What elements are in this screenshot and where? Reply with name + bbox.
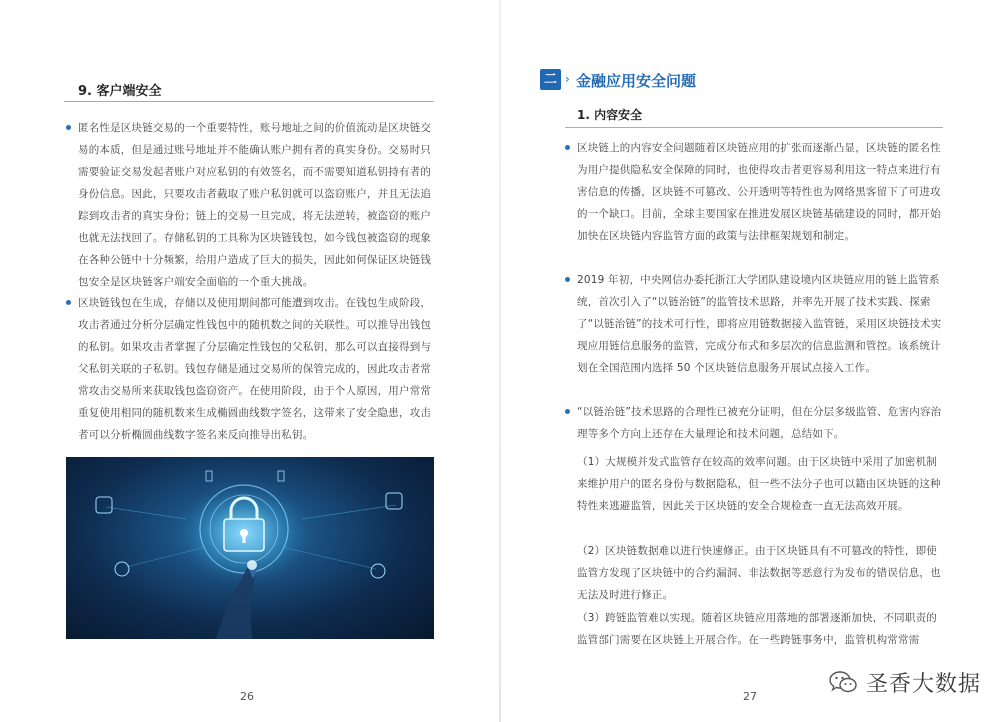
left-page — [0, 0, 499, 722]
bullet-dot-icon — [66, 125, 71, 130]
wechat-icon — [828, 670, 858, 694]
left-bullet-2 — [78, 292, 440, 446]
right-bullet-text: 区块链上的内容安全问题随着区块链应用的扩张而逐渐凸显，区块链的匿名性为用户提供隐私安全保障的同时，也使得攻击者更容易利用这一特点来进行有害信息的传播，区块链不可篡改、公开透明等特性也为网络黑客留下了可进攻的一个缺口。目前，全球主要国家在推进发展区块链基础建设的同时，都开始加快在区块链内容监管方面的政策与法律框架规划和制定。 — [577, 142, 941, 242]
left-bullet-text: 区块链钱包在生成，存储以及使用期间都可能遭到攻击。在钱包生成阶段，攻击者通过分析分层确定性钱包中的随机数之间的关联性。可以推导出钱包的私钥。如果攻击者掌握了分层确定性钱包的父私钥，那么可以直接得到与父私钥关联的子私钥。钱包存储是通过交易所的保管完成的，因此攻击者常常攻击交易所来获取钱包盗窃资产。在使用阶段，由于个人原因，用户常常重复使用相同的随机数来生成椭圆曲线数字签名，这带来了安全隐患，攻击者可以分析椭圆曲线数字签名来反向推导出私钥。 — [78, 297, 432, 441]
bullet-dot-icon — [565, 145, 570, 150]
page-number-left: 26 — [240, 690, 254, 703]
right-section-heading: 1. 内容安全 — [577, 108, 643, 122]
right-bullet-text: “以链治链”技术思路的合理性已被充分证明，但在分层多级监管、危害内容治理等多个方向上还存在大量理论和技术问题，总结如下。 — [577, 406, 942, 440]
wechat-watermark — [828, 666, 981, 698]
chevron-right-icon: › — [565, 72, 570, 86]
digital-lock-image — [66, 457, 434, 639]
bullet-dot-icon — [66, 300, 71, 305]
heading-divider — [64, 101, 434, 102]
numbered-item-2: （2）区块链数据难以进行快速修正。由于区块链具有不可篡改的特性，即使监管方发现了区块链中的合约漏洞、非法数据等恶意行为发布的错误信息，也无法及时进行修正。 — [577, 545, 941, 601]
right-bullet-3 — [577, 401, 943, 445]
section-title: 金融应用安全问题 — [576, 72, 697, 90]
watermark-text: 圣香大数据 — [866, 671, 982, 697]
right-bullet-text: 2019 年初，中央网信办委托浙江大学团队建设境内区块链应用的链上监管系统，首次引入了“以链治链”的监管技术思路，并率先开展了技术实践、探索了“以链治链”的技术可行性，即将应用链数据接入监管链，采用区块链技术实现应用链信息服务的监管，完成分布式和多层次的信息监测和管控。该系统计划在全国范围内选择 50 个区块链信息服务开展试点接入工作。 — [577, 274, 942, 374]
security-illustration — [66, 457, 434, 639]
left-bullet-1 — [78, 117, 440, 293]
left-bullet-text: 匿名性是区块链交易的一个重要特性，账号地址之间的价值流动是区块链交易的本质，但是通过账号地址并不能确认账户拥有者的真实身份。交易时只需要验证交易发起者账户对应私钥的有效签名，而不需要知道私钥持有者的身份信息。因此，只要攻击者截取了账户私钥就可以盗窃账户，并且无法追踪到攻击者的真实身份；链上的交易一旦完成，将无法逆转，被盗窃的账户也就无法找回了。存储私钥的工具称为区块链钱包，如今钱包被盗窃的现象在各种公链中十分频繁，给用户造成了巨大的损失，因此如何保证区块链钱包安全是区块链客户端安全面临的一个重大挑战。 — [78, 122, 432, 288]
section-number-badge: 二 — [540, 69, 561, 90]
numbered-item-3: （3）跨链监管难以实现。随着区块链应用落地的部署逐渐加快，不同职责的监管部门需要在区块链上开展合作。在一些跨链事务中，监管机构常常需 — [577, 612, 937, 646]
numbered-item-1: （1）大规模并发式监管存在较高的效率问题。由于区块链中采用了加密机制来维护用户的匿名身份与数据隐私，但一些不法分子也可以籍由区块链的这种特性来逃避监管，因此关于区块链的安全合规检查一直无法高效开展。 — [577, 456, 941, 512]
right-bullet-2 — [577, 269, 943, 379]
bullet-dot-icon — [565, 409, 570, 414]
bullet-dot-icon — [565, 277, 570, 282]
page-number-right: 27 — [743, 690, 757, 703]
right-bullet-1 — [577, 137, 943, 247]
page-gutter — [499, 0, 501, 722]
heading-divider — [565, 127, 943, 128]
left-section-heading: 9. 客户端安全 — [78, 84, 162, 99]
